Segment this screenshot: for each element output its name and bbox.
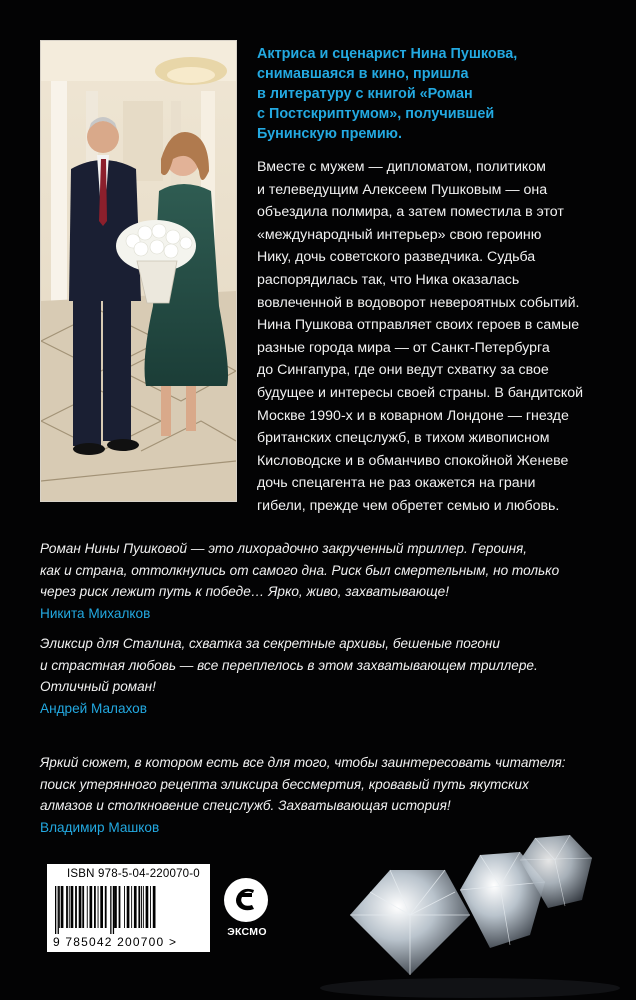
isbn-label: ISBN 978-5-04-220070-0 (67, 868, 200, 880)
quote-author: Владимир Машков (40, 819, 160, 835)
diamonds-image (320, 820, 636, 1000)
publisher-logo (222, 878, 272, 948)
barcode-bar (153, 886, 156, 928)
lead-line: с Постскриптумом», получившей (257, 106, 495, 122)
description-paragraph (257, 156, 597, 518)
publisher-name: ЭКСМО (227, 926, 267, 938)
barcode-bar (131, 886, 132, 928)
barcode-bar (55, 886, 56, 934)
barcode-bar (138, 886, 140, 928)
barcode-bar (105, 886, 107, 928)
quote-line: поиск утерянного рецепта эликсира бессмертия, кровавый путь якутских (40, 776, 529, 792)
quote-line: через риск лежит путь к победе… Ярко, живо, захватывающе! (40, 584, 449, 600)
quote-text (40, 633, 600, 698)
description-line: распорядилась так, что Ника оказалась (257, 271, 520, 288)
barcode-bar (127, 886, 130, 928)
description-line: вовлеченной в водоворот невероятных событий. (257, 294, 580, 311)
barcode-bar (90, 886, 93, 928)
quote-line: алмазов и столкновение спецслужб. Захватывающая история! (40, 798, 451, 814)
description-line: дочь спецагента не раз окажется на грани (257, 475, 536, 492)
barcode-bar (143, 886, 144, 928)
barcode-bar (59, 886, 60, 928)
barcode-bar (119, 886, 121, 928)
barcode-bar (79, 886, 82, 928)
quote-line: как и страна, оттолкнулись от самого дна. Риск был смертельным, но только (40, 562, 560, 578)
description-line: британских спецслужб, в тихом живописном (257, 430, 550, 447)
barcode-bar (82, 886, 84, 928)
barcode-bar (58, 886, 59, 934)
barcode-bar (98, 886, 99, 928)
barcode-bar (87, 886, 88, 928)
barcode-bar (124, 886, 125, 928)
diamond-large (350, 870, 470, 975)
review-quote (40, 633, 600, 719)
isbn-barcode (47, 864, 210, 952)
quote-line: Эликсир для Сталина, схватка за секретные архивы, бешеные погони (40, 636, 500, 651)
quote-text (40, 538, 600, 603)
quote-text (40, 752, 600, 817)
lead-line: в литературу с книгой «Роман (257, 86, 473, 102)
eksmo-emblem-icon (224, 878, 268, 922)
barcode-bar (113, 886, 114, 934)
barcode-bar (150, 886, 151, 928)
barcode-bar (114, 886, 117, 928)
barcode-bar (75, 886, 77, 928)
quote-line: и страстная любовь — все переплелось в этом захватывающем триллере. (40, 657, 538, 673)
barcode-bar (146, 886, 149, 928)
review-quote (40, 538, 600, 624)
description-line: Нина Пушкова отправляет своих героев в самые (257, 317, 580, 334)
lead-line: Бунинскую премию. (257, 126, 402, 142)
barcode-bars (51, 886, 207, 934)
lead-line: снимавшаяся в кино, пришла (257, 66, 469, 82)
description-line: гибели, прежде чем обретет семью и любовь. (257, 497, 560, 514)
description-line: до Сингапура, где они ведут схватку за свое (257, 362, 549, 379)
barcode-bar (100, 886, 103, 928)
quote-line: Отличный роман! (40, 679, 156, 695)
barcode-bar (66, 886, 68, 928)
quote-author: Андрей Малахов (40, 700, 147, 716)
description-line: и телеведущим Алексеем Пушковым — она (257, 181, 548, 198)
description-line: «международный интерьер» свою героиню (257, 226, 542, 243)
description-line: Кисловодске и в обманчиво спокойной Женеве (257, 452, 569, 469)
lead-line: Актриса и сценарист Нина Пушкова, (257, 46, 518, 62)
description-line: Нику, дочь советского разведчика. Судьба (257, 249, 536, 266)
barcode-bar (141, 886, 142, 928)
barcode-bar (110, 886, 111, 934)
barcode-bar (94, 886, 96, 928)
description-line: Вместе с мужем — дипломатом, политиком (257, 159, 546, 175)
description-line: будущее и интересы своей страны. В бандитской (257, 384, 584, 401)
description-line: Москве 1990-х и в коварном Лондоне — гнезде (257, 407, 569, 424)
barcode-bar (69, 886, 70, 928)
barcode-bar (61, 886, 64, 928)
lead-paragraph (257, 44, 597, 144)
quote-line: Роман Нины Пушковой — это лихорадочно закрученный триллер. Героиня, (40, 541, 528, 556)
description-line: разные города мира — от Санкт-Петербурга (257, 339, 550, 356)
barcode-bar (134, 886, 137, 928)
author-photo (40, 40, 237, 502)
barcode-bar (71, 886, 74, 928)
description-line: объездила полмира, а затем поместила в этот (257, 204, 564, 221)
quote-line: Яркий сюжет, в котором есть все для того, чтобы заинтересовать читателя: (40, 755, 566, 770)
quote-author: Никита Михалков (40, 605, 151, 621)
barcode-digits: 9 785042 200700 > (53, 935, 178, 949)
